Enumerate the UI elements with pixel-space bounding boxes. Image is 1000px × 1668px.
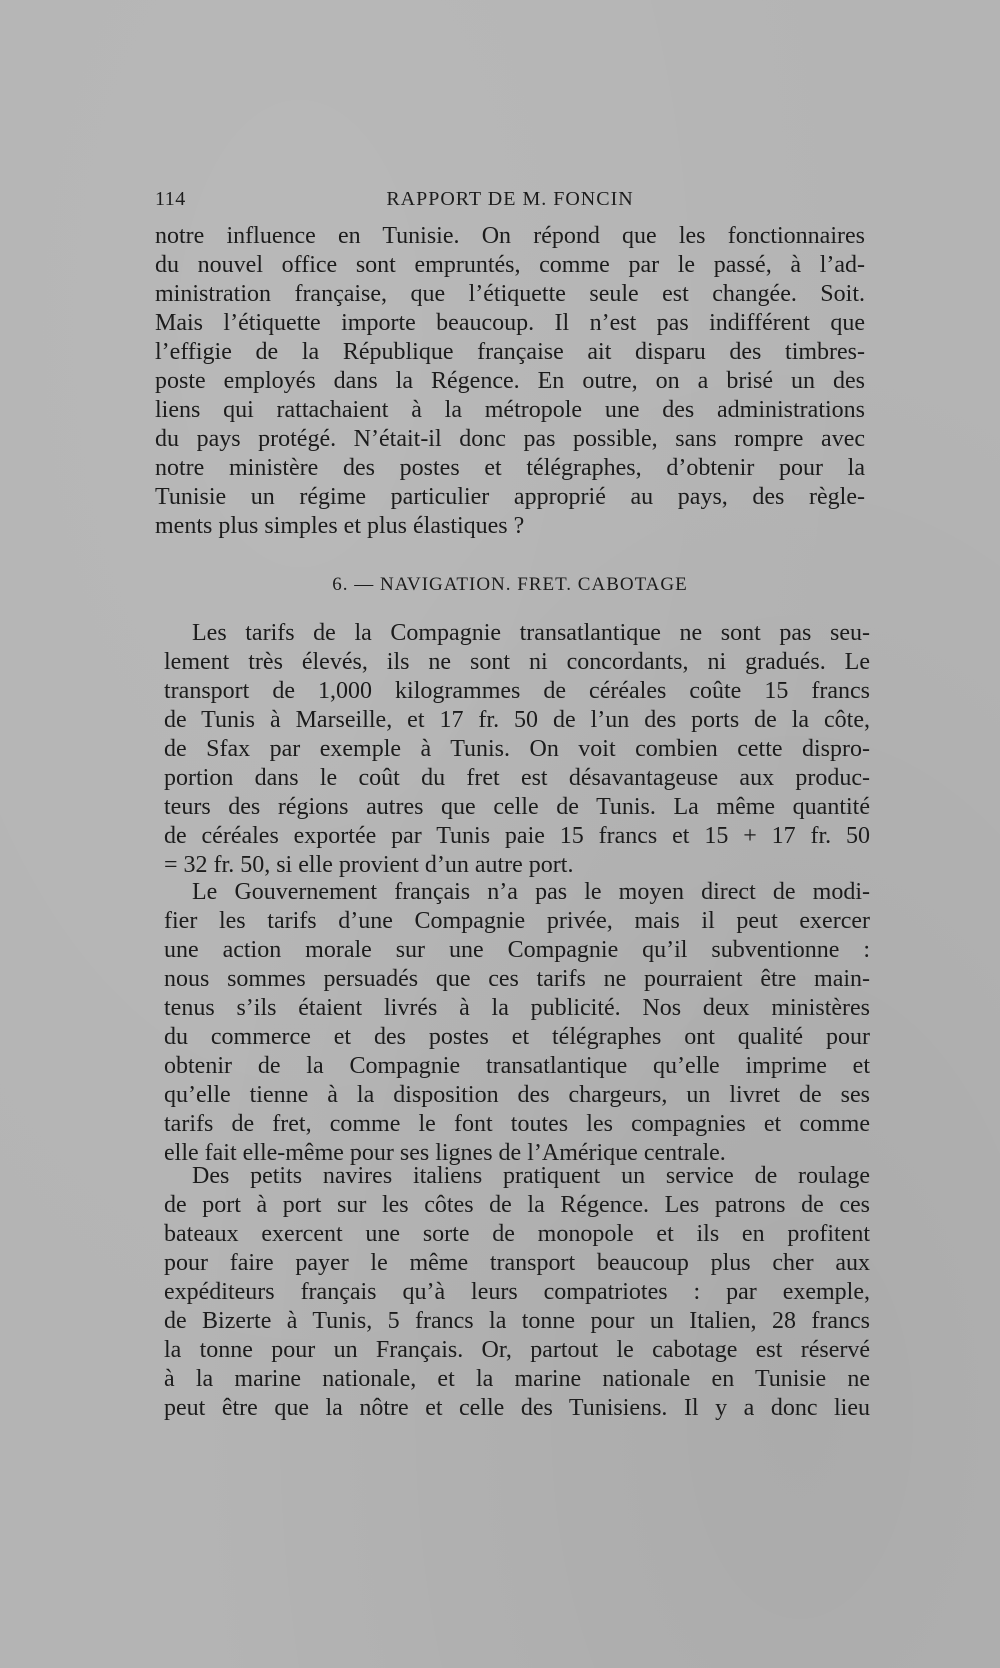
text-line: ministration française, que l’étiquette seule est changée. Soit. bbox=[155, 281, 865, 307]
text-line: l’effigie de la République française ait disparu des timbres- bbox=[155, 339, 865, 365]
text-line: Des petits navires italiens pratiquent un service de roulage bbox=[192, 1163, 870, 1189]
text-line: obtenir de la Compagnie transatlantique qu’elle imprime et bbox=[164, 1053, 870, 1079]
section-heading: 6. — NAVIGATION. FRET. CABOTAGE bbox=[332, 574, 688, 595]
running-title: RAPPORT DE M. FONCIN bbox=[386, 188, 634, 210]
text-line: poste employés dans la Régence. En outre, on a brisé un des bbox=[155, 368, 865, 394]
text-line: lement très élevés, ils ne sont ni concordants, ni gradués. Le bbox=[164, 649, 870, 675]
text-line: de port à port sur les côtes de la Régence. Les patrons de ces bbox=[164, 1192, 870, 1218]
text-line: transport de 1,000 kilogrammes de céréales coûte 15 francs bbox=[164, 678, 870, 704]
paragraph-government bbox=[164, 878, 870, 1168]
text-line: notre influence en Tunisie. On répond que les fonctionnaires bbox=[155, 223, 865, 249]
paragraph-italian-ships bbox=[164, 1162, 870, 1423]
text-line: fier les tarifs d’une Compagnie privée, mais il peut exercer bbox=[164, 908, 870, 934]
text-line: du commerce et des postes et télégraphes ont qualité pour bbox=[164, 1024, 870, 1050]
text-line: la tonne pour un Français. Or, partout le cabotage est réservé bbox=[164, 1337, 870, 1363]
text-line: de Bizerte à Tunis, 5 francs la tonne pour un Italien, 28 francs bbox=[164, 1308, 870, 1334]
text-line: nous sommes persuadés que ces tarifs ne pourraient être main- bbox=[164, 966, 870, 992]
text-line: du nouvel office sont empruntés, comme par le passé, à l’ad- bbox=[155, 252, 865, 278]
paragraph-postal-administration bbox=[155, 222, 865, 541]
text-line: ments plus simples et plus élastiques ? bbox=[155, 513, 525, 539]
paragraph-tariffs bbox=[164, 619, 870, 880]
text-line: Mais l’étiquette importe beaucoup. Il n’est pas indifférent que bbox=[155, 310, 865, 336]
text-line: Les tarifs de la Compagnie transatlantique ne sont pas seu- bbox=[192, 620, 870, 646]
text-line: = 32 fr. 50, si elle provient d’un autre port. bbox=[164, 852, 574, 878]
text-line: portion dans le coût du fret est désavantageuse aux produc- bbox=[164, 765, 870, 791]
text-line: notre ministère des postes et télégraphes, d’obtenir pour la bbox=[155, 455, 865, 481]
text-line: elle fait elle-même pour ses lignes de l’Amérique centrale. bbox=[164, 1140, 726, 1166]
text-line: tenus s’ils étaient livrés à la publicité. Nos deux ministères bbox=[164, 995, 870, 1021]
text-line: peut être que la nôtre et celle des Tunisiens. Il y a donc lieu bbox=[164, 1395, 870, 1421]
text-line: bateaux exercent une sorte de monopole et ils en profitent bbox=[164, 1221, 870, 1247]
page-number: 114 bbox=[155, 188, 186, 210]
text-line: Le Gouvernement français n’a pas le moyen direct de modi- bbox=[192, 879, 870, 905]
text-line: du pays protégé. N’était-il donc pas possible, sans rompre avec bbox=[155, 426, 865, 452]
text-line: de Sfax par exemple à Tunis. On voit combien cette dispro- bbox=[164, 736, 870, 762]
text-line: teurs des régions autres que celle de Tunis. La même quantité bbox=[164, 794, 870, 820]
text-line: pour faire payer le même transport beaucoup plus cher aux bbox=[164, 1250, 870, 1276]
running-head bbox=[155, 188, 865, 218]
text-line: tarifs de fret, comme le font toutes les compagnies et comme bbox=[164, 1111, 870, 1137]
text-line: Tunisie un régime particulier approprié au pays, des règle- bbox=[155, 484, 865, 510]
text-line: de céréales exportée par Tunis paie 15 francs et 15 + 17 fr. 50 bbox=[164, 823, 870, 849]
text-line: expéditeurs français qu’à leurs compatriotes : par exemple, bbox=[164, 1279, 870, 1305]
text-line: une action morale sur une Compagnie qu’il subventionne : bbox=[164, 937, 870, 963]
text-line: qu’elle tienne à la disposition des chargeurs, un livret de ses bbox=[164, 1082, 870, 1108]
text-line: de Tunis à Marseille, et 17 fr. 50 de l’un des ports de la côte, bbox=[164, 707, 870, 733]
text-line: liens qui rattachaient à la métropole une des administrations bbox=[155, 397, 865, 423]
text-line: à la marine nationale, et la marine nationale en Tunisie ne bbox=[164, 1366, 870, 1392]
